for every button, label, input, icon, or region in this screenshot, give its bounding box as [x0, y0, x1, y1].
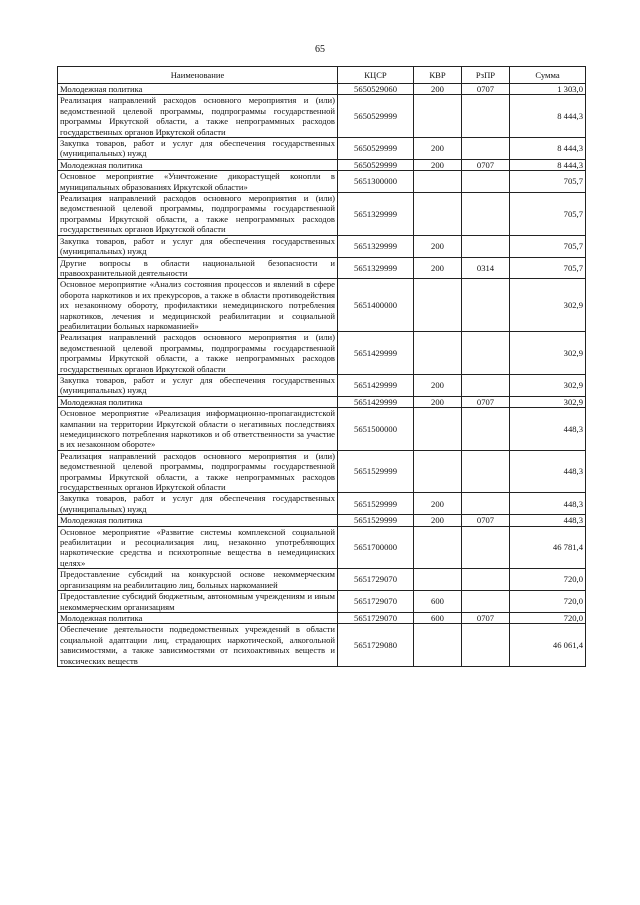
- cell-sum: 8 444,3: [510, 159, 586, 170]
- table-row: [58, 408, 586, 451]
- table-row: [58, 569, 586, 591]
- cell-rzpr: 0707: [462, 515, 510, 526]
- cell-rzpr: [462, 569, 510, 591]
- cell-kvr: 200: [414, 515, 462, 526]
- cell-sum: 705,7: [510, 257, 586, 279]
- table-row: [58, 396, 586, 407]
- cell-rzpr: [462, 408, 510, 451]
- cell-sum: 8 444,3: [510, 138, 586, 160]
- budget-table: [57, 66, 586, 667]
- cell-name: Обеспечение деятельности подведомственных учреждений в области социальной адаптации лиц, страдающих наркотической, алкогольной зависимостями, а также зависимостями от психоактивных веществ и токсических веществ: [58, 624, 338, 667]
- cell-name: Основное мероприятие «Реализация информационно-пропагандистской кампании на территории Иркутской области о негативных последствиях немедицинского потребления наркотиков и об ответственности за участие в их незаконном обороте»: [58, 408, 338, 451]
- table-row: [58, 612, 586, 623]
- cell-sum: 46 061,4: [510, 624, 586, 667]
- cell-sum: 705,7: [510, 193, 586, 236]
- cell-name: Реализация направлений расходов основного мероприятия и (или) ведомственной целевой программы, подпрограммы государственной программы Иркутской области, а также непрограммных расходов государственных органов Иркутской области: [58, 450, 338, 493]
- cell-rzpr: [462, 279, 510, 332]
- cell-sum: 448,3: [510, 515, 586, 526]
- table-row: [58, 526, 586, 569]
- cell-name: Молодежная политика: [58, 84, 338, 95]
- cell-kcsr: 5651400000: [338, 279, 414, 332]
- table-row: [58, 171, 586, 193]
- cell-kvr: [414, 408, 462, 451]
- cell-kvr: 200: [414, 396, 462, 407]
- cell-kvr: 600: [414, 612, 462, 623]
- cell-kvr: [414, 569, 462, 591]
- cell-name: Основное мероприятие «Развитие системы комплексной социальной реабилитации и ресоциализация лиц, незаконно употребляющих наркотические средства и психотропные вещества в немедицинских целях»: [58, 526, 338, 569]
- table-row: [58, 591, 586, 613]
- cell-kcsr: 5650529999: [338, 138, 414, 160]
- table-row: [58, 257, 586, 279]
- cell-name: Предоставление субсидий бюджетным, автономным учреждениям и иным некоммерческим организациям: [58, 591, 338, 613]
- cell-rzpr: 0707: [462, 159, 510, 170]
- cell-kcsr: 5651729070: [338, 612, 414, 623]
- cell-kvr: 200: [414, 374, 462, 396]
- cell-kvr: [414, 279, 462, 332]
- cell-kvr: [414, 332, 462, 375]
- cell-rzpr: [462, 493, 510, 515]
- cell-kcsr: 5650529999: [338, 95, 414, 138]
- cell-rzpr: [462, 374, 510, 396]
- cell-name: Молодежная политика: [58, 159, 338, 170]
- cell-kvr: 200: [414, 257, 462, 279]
- table-row: [58, 374, 586, 396]
- cell-name: Реализация направлений расходов основного мероприятия и (или) ведомственной целевой программы, подпрограммы государственной программы Иркутской области, а также непрограммных расходов государственных органов Иркутской области: [58, 193, 338, 236]
- cell-sum: 705,7: [510, 235, 586, 257]
- cell-kvr: 200: [414, 84, 462, 95]
- header-rzpr: РзПР: [462, 67, 510, 84]
- cell-kvr: [414, 526, 462, 569]
- table-row: [58, 235, 586, 257]
- cell-kcsr: 5650529999: [338, 159, 414, 170]
- cell-rzpr: [462, 193, 510, 236]
- cell-kcsr: 5651729080: [338, 624, 414, 667]
- cell-name: Закупка товаров, работ и услуг для обеспечения государственных (муниципальных) нужд: [58, 493, 338, 515]
- cell-rzpr: 0707: [462, 612, 510, 623]
- cell-kcsr: 5651429999: [338, 374, 414, 396]
- table-row: [58, 95, 586, 138]
- cell-rzpr: 0707: [462, 84, 510, 95]
- cell-kvr: 200: [414, 138, 462, 160]
- cell-name: Молодежная политика: [58, 515, 338, 526]
- cell-sum: 720,0: [510, 612, 586, 623]
- cell-sum: 448,3: [510, 450, 586, 493]
- cell-rzpr: [462, 591, 510, 613]
- cell-name: Закупка товаров, работ и услуг для обеспечения государственных (муниципальных) нужд: [58, 235, 338, 257]
- cell-rzpr: 0314: [462, 257, 510, 279]
- cell-rzpr: 0707: [462, 396, 510, 407]
- cell-kcsr: 5651529999: [338, 493, 414, 515]
- header-sum: Сумма: [510, 67, 586, 84]
- cell-sum: 46 781,4: [510, 526, 586, 569]
- cell-rzpr: [462, 235, 510, 257]
- cell-kcsr: 5651329999: [338, 193, 414, 236]
- cell-kvr: 600: [414, 591, 462, 613]
- cell-kvr: [414, 193, 462, 236]
- cell-sum: 448,3: [510, 408, 586, 451]
- cell-kcsr: 5651700000: [338, 526, 414, 569]
- cell-sum: 448,3: [510, 493, 586, 515]
- cell-sum: 302,9: [510, 279, 586, 332]
- cell-name: Основное мероприятие «Анализ состояния процессов и явлений в сфере оборота наркотиков и их прекурсоров, а также в области противодействия их незаконному обороту, профилактики немедицинского потребления наркотиков, лечения и медицинской реабилитации и социальной реабилитации больных наркоманией»: [58, 279, 338, 332]
- cell-rzpr: [462, 138, 510, 160]
- cell-sum: 302,9: [510, 374, 586, 396]
- table-row: [58, 450, 586, 493]
- table-row: [58, 493, 586, 515]
- table-row: [58, 332, 586, 375]
- cell-rzpr: [462, 332, 510, 375]
- cell-sum: 302,9: [510, 396, 586, 407]
- cell-kcsr: 5651729070: [338, 569, 414, 591]
- table-row: [58, 515, 586, 526]
- table-row: [58, 138, 586, 160]
- cell-kcsr: 5651729070: [338, 591, 414, 613]
- cell-kcsr: 5651429999: [338, 332, 414, 375]
- cell-kvr: [414, 171, 462, 193]
- table-row: [58, 84, 586, 95]
- cell-name: Реализация направлений расходов основного мероприятия и (или) ведомственной целевой программы, подпрограммы государственной программы Иркутской области, а также непрограммных расходов государственных органов Иркутской области: [58, 95, 338, 138]
- cell-kcsr: 5651529999: [338, 450, 414, 493]
- cell-sum: 302,9: [510, 332, 586, 375]
- cell-kcsr: 5651429999: [338, 396, 414, 407]
- cell-kcsr: 5651329999: [338, 257, 414, 279]
- cell-name: Другие вопросы в области национальной безопасности и правоохранительной деятельности: [58, 257, 338, 279]
- cell-rzpr: [462, 624, 510, 667]
- cell-name: Основное мероприятие «Уничтожение дикорастущей конопли в муниципальных образованиях Иркутской области»: [58, 171, 338, 193]
- cell-kcsr: 5651500000: [338, 408, 414, 451]
- cell-name: Предоставление субсидий на конкурсной основе некоммерческим организациям на реабилитацию лиц, больных наркоманией: [58, 569, 338, 591]
- cell-kvr: [414, 624, 462, 667]
- cell-kcsr: 5651329999: [338, 235, 414, 257]
- cell-name: Молодежная политика: [58, 612, 338, 623]
- table-row: [58, 159, 586, 170]
- cell-kvr: 200: [414, 159, 462, 170]
- cell-kcsr: 5651300000: [338, 171, 414, 193]
- cell-kvr: 200: [414, 235, 462, 257]
- cell-sum: 705,7: [510, 171, 586, 193]
- cell-name: Молодежная политика: [58, 396, 338, 407]
- cell-sum: 8 444,3: [510, 95, 586, 138]
- cell-rzpr: [462, 95, 510, 138]
- header-kvr: КВР: [414, 67, 462, 84]
- cell-kvr: [414, 450, 462, 493]
- cell-sum: 720,0: [510, 591, 586, 613]
- table-row: [58, 624, 586, 667]
- cell-rzpr: [462, 450, 510, 493]
- table-row: [58, 279, 586, 332]
- cell-sum: 1 303,0: [510, 84, 586, 95]
- cell-rzpr: [462, 171, 510, 193]
- cell-kvr: [414, 95, 462, 138]
- table-row: [58, 193, 586, 236]
- cell-rzpr: [462, 526, 510, 569]
- cell-kvr: 200: [414, 493, 462, 515]
- table-header-row: [58, 67, 586, 84]
- cell-kcsr: 5650529060: [338, 84, 414, 95]
- cell-kcsr: 5651529999: [338, 515, 414, 526]
- header-name: Наименование: [58, 67, 338, 84]
- cell-sum: 720,0: [510, 569, 586, 591]
- header-kcsr: КЦСР: [338, 67, 414, 84]
- cell-name: Закупка товаров, работ и услуг для обеспечения государственных (муниципальных) нужд: [58, 138, 338, 160]
- page-number: 65: [315, 44, 325, 55]
- cell-name: Закупка товаров, работ и услуг для обеспечения государственных (муниципальных) нужд: [58, 374, 338, 396]
- cell-name: Реализация направлений расходов основного мероприятия и (или) ведомственной целевой программы, подпрограммы государственной программы Иркутской области, а также непрограммных расходов государственных органов Иркутской области: [58, 332, 338, 375]
- table-body: [58, 84, 586, 667]
